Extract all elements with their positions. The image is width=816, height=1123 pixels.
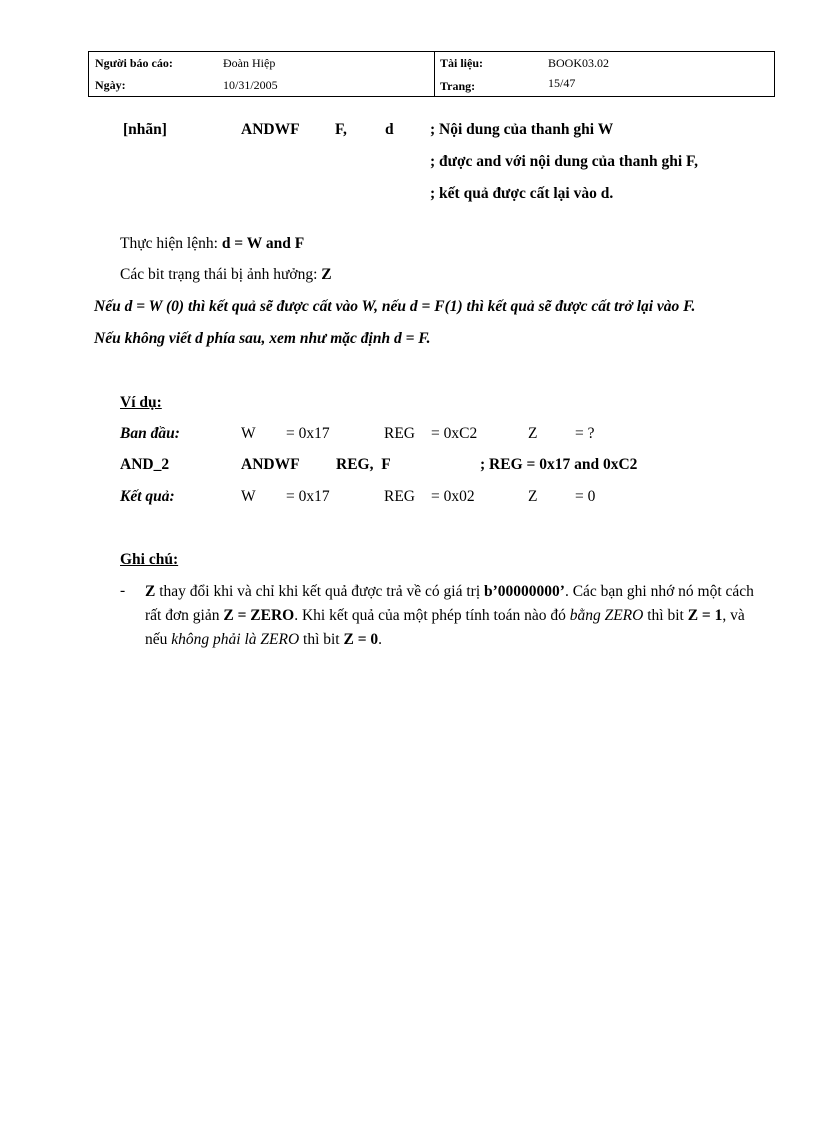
example-initial-w-name: W: [241, 425, 256, 442]
footnote-paragraph: [145, 580, 763, 652]
syntax-comment-1: ; Nội dung của thanh ghi W: [430, 121, 614, 138]
syntax-opcode: ANDWF: [241, 121, 300, 138]
footnote-text-5: , và nếu: [145, 607, 745, 648]
example-initial-w-value: = 0x17: [286, 425, 330, 442]
note-line-2: Nếu không viết d phía sau, xem như mặc định d = F.: [94, 330, 431, 347]
example-initial-reg-value: = 0xC2: [431, 425, 478, 442]
example-result-w-name: W: [241, 488, 256, 505]
page-value: 15/47: [548, 76, 576, 90]
example-result-reg-name: REG: [384, 488, 415, 505]
example-heading: Ví dụ:: [120, 394, 162, 411]
doc-value: BOOK03.02: [548, 56, 610, 70]
status-bits-label: Các bit trạng thái bị ảnh hưởng:: [120, 266, 322, 283]
example-initial-z-name: Z: [528, 425, 538, 442]
example-instruction-operands: REG, F: [336, 456, 391, 473]
footnote-bullet: -: [120, 582, 126, 599]
syntax-label: [nhãn]: [123, 121, 167, 138]
example-result-label: Kết quả:: [120, 488, 175, 505]
footnote-italic-1: bằng ZERO: [569, 607, 644, 624]
date-value: 10/31/2005: [223, 78, 278, 92]
example-instruction-comment: ; REG = 0x17 and 0xC2: [480, 456, 638, 473]
note-line-1: Nếu d = W (0) thì kết quả sẽ được cất vào W, nếu d = F(1) thì kết quả sẽ được cất trở lại vào F.: [94, 298, 696, 315]
footnote-text-2: . Các bạn ghi nhớ nó một cách rất đơn giản: [145, 583, 754, 624]
document-header-table: [88, 51, 775, 97]
example-result-w-value: = 0x17: [286, 488, 330, 505]
footnote-z-1: Z = 1: [687, 607, 723, 624]
header-divider: [434, 52, 435, 96]
doc-label: Tài liệu:: [440, 56, 484, 70]
execution-label: Thực hiện lệnh:: [120, 235, 222, 252]
page-label: Trang:: [440, 79, 476, 93]
footnote-text-7: .: [378, 631, 383, 648]
footnote-text-4: thì bit: [643, 607, 688, 624]
example-instruction-opcode: ANDWF: [241, 456, 300, 473]
syntax-operand-d: d: [385, 121, 394, 138]
syntax-comment-2: ; được and với nội dung của thanh ghi F,: [430, 153, 698, 170]
syntax-comment-3: ; kết quả được cất lại vào d.: [430, 185, 614, 202]
footnote-z-0: Z = 0: [343, 631, 379, 648]
example-result-z-value: = 0: [575, 488, 596, 505]
example-instruction-label: AND_2: [120, 456, 170, 473]
syntax-operand-f: F,: [335, 121, 347, 138]
status-bits-line: [120, 266, 332, 284]
example-initial-label: Ban đầu:: [120, 425, 180, 442]
example-result-z-name: Z: [528, 488, 538, 505]
reporter-label: Người báo cáo:: [95, 56, 173, 70]
example-result-reg-value: = 0x02: [431, 488, 475, 505]
footnote-text-6: thì bit: [299, 631, 344, 648]
example-initial-reg-name: REG: [384, 425, 415, 442]
example-initial-z-value: = ?: [575, 425, 595, 442]
execution-value: d = W and F: [221, 235, 305, 252]
execution-line: [120, 235, 304, 253]
footnote-b-value: b’00000000’: [484, 583, 565, 600]
footnote-z: Z: [145, 583, 156, 600]
reporter-value: Đoàn Hiệp: [223, 56, 276, 70]
footnote-italic-2: không phải là ZERO: [171, 631, 300, 648]
date-label: Ngày:: [95, 78, 126, 92]
footnote-text-1: thay đổi khi và chỉ khi kết quả được trả về có giá trị: [155, 583, 484, 600]
footnote-text-3: . Khi kết quả của một phép tính toán nào đó: [294, 607, 570, 624]
footnote-z-zero: Z = ZERO: [223, 607, 295, 624]
footnote-heading: Ghi chú:: [120, 551, 179, 568]
status-bits-value: Z: [321, 266, 332, 283]
